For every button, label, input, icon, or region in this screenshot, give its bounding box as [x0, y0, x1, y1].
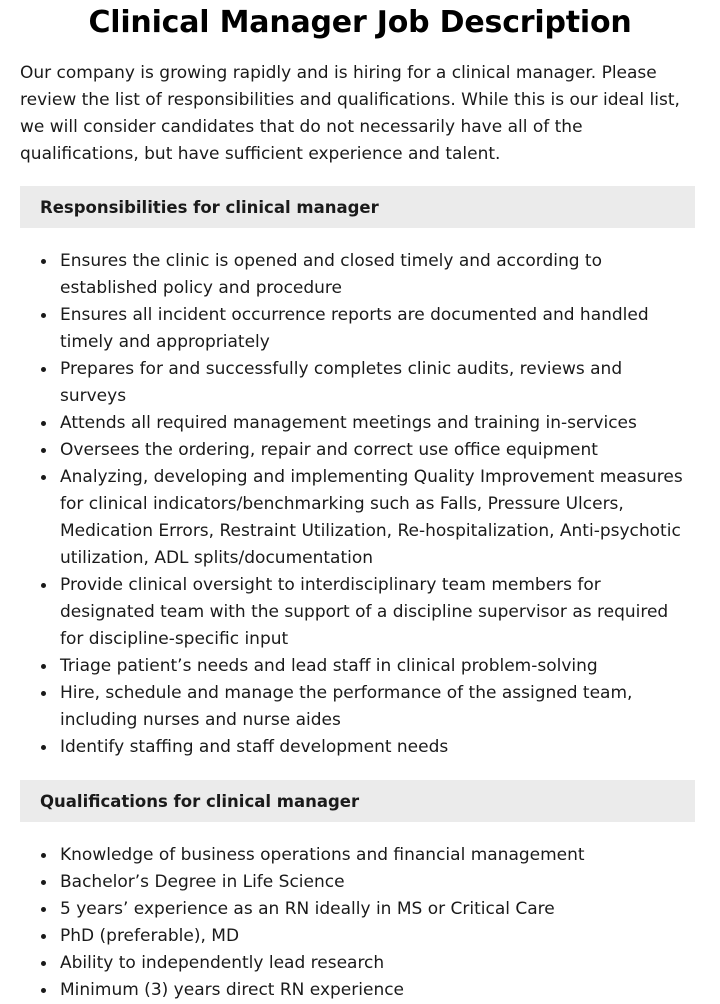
bullet-icon — [41, 853, 46, 858]
qualifications-heading — [20, 780, 695, 822]
bullet-icon — [41, 664, 46, 669]
list-item-text: Knowledge of business operations and financial management — [60, 845, 585, 865]
bullet-icon — [41, 367, 46, 372]
list-item-text: Provide clinical oversight to interdisciplinary team members for designated team with the support of a discipline supervisor as required for discipline-specific input — [60, 575, 669, 649]
list-item-text: Minimum (3) years direct RN experience — [60, 980, 405, 1000]
list-item — [60, 356, 692, 410]
bullet-icon — [41, 934, 46, 939]
list-item — [60, 464, 692, 572]
list-item-text: Triage patient’s needs and lead staff in clinical problem-solving — [60, 656, 598, 676]
bullet-icon — [41, 475, 46, 480]
responsibilities-heading — [20, 186, 695, 228]
bullet-icon — [41, 961, 46, 966]
bullet-icon — [41, 988, 46, 993]
list-item — [60, 302, 692, 356]
list-item — [60, 680, 692, 734]
page-title: Clinical Manager Job Description — [88, 5, 632, 40]
responsibilities-heading-label: Responsibilities for clinical manager — [40, 197, 379, 217]
bullet-icon — [41, 880, 46, 885]
list-item-text: Analyzing, developing and implementing Quality Improvement measures for clinical indicators/benchmarking such as Falls, Pressure Ulcers, Medication Errors, Restraint Utilization, Re-hospitalization, Anti-psychotic utilization, ADL splits/documentation — [60, 467, 683, 568]
bullet-icon — [41, 583, 46, 588]
list-item — [60, 572, 692, 653]
bullet-icon — [41, 691, 46, 696]
list-item — [60, 734, 692, 761]
responsibilities-list — [20, 248, 692, 761]
list-item-text: Ensures all incident occurrence reports are documented and handled timely and appropriately — [60, 305, 649, 352]
bullet-icon — [41, 421, 46, 426]
list-item — [60, 869, 692, 896]
qualifications-list — [20, 842, 692, 1004]
list-item — [60, 923, 692, 950]
bullet-icon — [41, 313, 46, 318]
list-item-text: Hire, schedule and manage the performance of the assigned team, including nurses and nurse aides — [60, 683, 633, 730]
list-item — [60, 437, 692, 464]
intro-paragraph: Our company is growing rapidly and is hiring for a clinical manager. Please review the list of responsibilities and qualifications. While this is our ideal list, we will consider candidates that do not necessarily have all of the qualifications, but have sufficient experience and talent. — [20, 63, 680, 164]
list-item — [60, 896, 692, 923]
list-item-text: Ability to independently lead research — [60, 953, 385, 973]
list-item-text: Prepares for and successfully completes clinic audits, reviews and surveys — [60, 359, 623, 406]
list-item-text: Identify staffing and staff development needs — [60, 737, 449, 757]
bullet-icon — [41, 448, 46, 453]
list-item — [60, 653, 692, 680]
list-item-text: PhD (preferable), MD — [60, 926, 240, 946]
list-item — [60, 842, 692, 869]
list-item — [60, 248, 692, 302]
list-item — [60, 977, 692, 1004]
bullet-icon — [41, 907, 46, 912]
list-item-text: Attends all required management meetings and training in-services — [60, 413, 637, 433]
bullet-icon — [41, 259, 46, 264]
list-item-text: 5 years’ experience as an RN ideally in MS or Critical Care — [60, 899, 555, 919]
list-item-text: Bachelor’s Degree in Life Science — [60, 872, 345, 892]
bullet-icon — [41, 745, 46, 750]
list-item-text: Ensures the clinic is opened and closed timely and according to established policy and procedure — [60, 251, 602, 298]
qualifications-heading-label: Qualifications for clinical manager — [40, 791, 360, 811]
list-item — [60, 950, 692, 977]
list-item — [60, 410, 692, 437]
list-item-text: Oversees the ordering, repair and correct use office equipment — [60, 440, 598, 460]
